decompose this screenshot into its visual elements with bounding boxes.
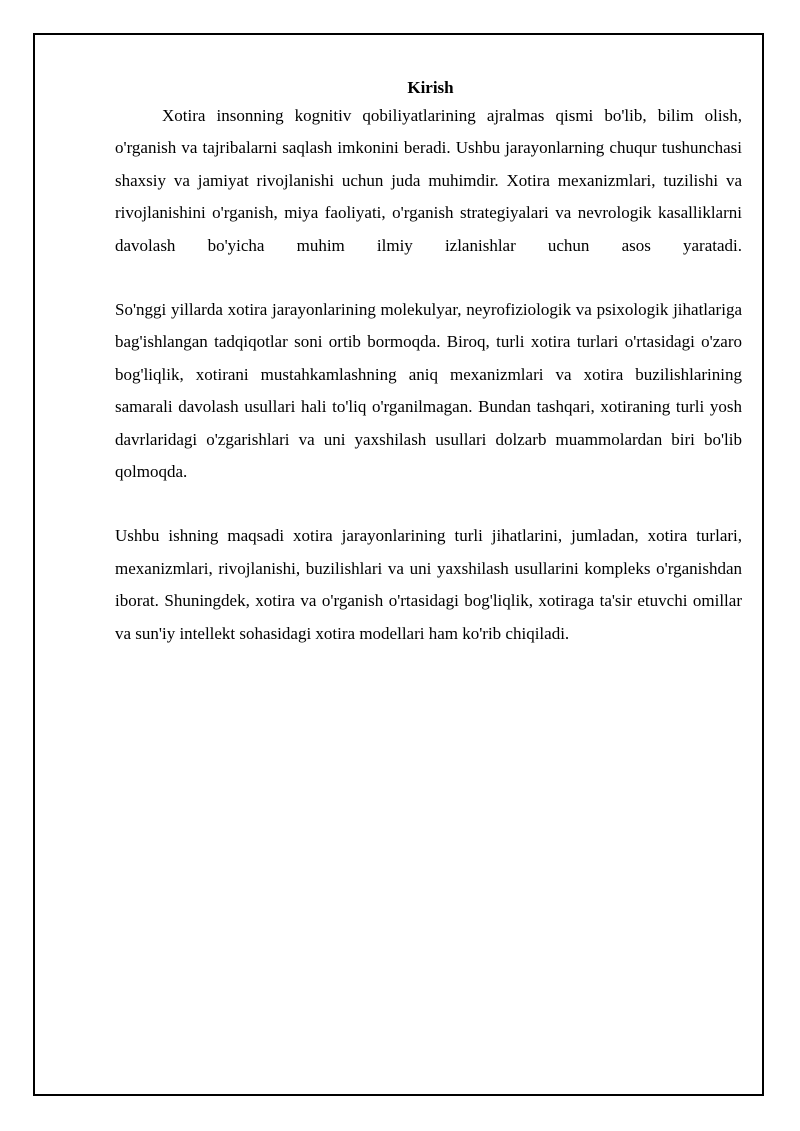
paragraph-goal: Ushbu ishning maqsadi xotira jarayonlarining turli jihatlarini, jumladan, xotira turlari, mexanizmlari, rivojlanishi, buzilishlari va uni yaxshilash usullarini kompleks o'rganishdan iborat. Shuningdek, xotira va o'rganish o'rtasidagi bog'liqlik, xotiraga ta'sir etuvchi omillar va sun'iy intellekt sohasidagi xotira modellari ham ko'rib chiqiladi. [115, 526, 742, 643]
paragraph-spacer [115, 262, 742, 294]
paragraph-research: So'nggi yillarda xotira jarayonlarining molekulyar, neyrofiziologik va psixologik jihatlariga bag'ishlangan tadqiqotlar soni ortib bormoqda. Biroq, turli xotira turlari o'rtasidagi o'zaro bog'liqlik, xotirani mustahkamlashning aniq mexanizmlari va xotira buzilishlarining samarali davolash usullari hali to'liq o'rganilmagan. Bundan tashqari, xotiraning turli yosh davrlaridagi o'zgarishlari va uni yaxshilash usullari dolzarb muammolardan biri bo'lib qolmoqda. [115, 300, 742, 482]
document-body [115, 76, 742, 650]
paragraph-spacer [115, 488, 742, 520]
page-title: Kirish [407, 78, 454, 97]
paragraph-intro: Xotira insonning kognitiv qobiliyatlarining ajralmas qismi bo'lib, bilim olish, o'rganish va tajribalarni saqlash imkonini beradi. Ushbu jarayonlarning chuqur tushunchasi shaxsiy va jamiyat rivojlanishi uchun juda muhimdir. Xotira mexanizmlari, tuzilishi va rivojlanishini o'rganish, miya faoliyati, o'rganish strategiyalari va nevrologik kasalliklarni davolash bo'yicha muhim ilmiy izlanishlar uchun asos yaratadi. [115, 106, 742, 255]
